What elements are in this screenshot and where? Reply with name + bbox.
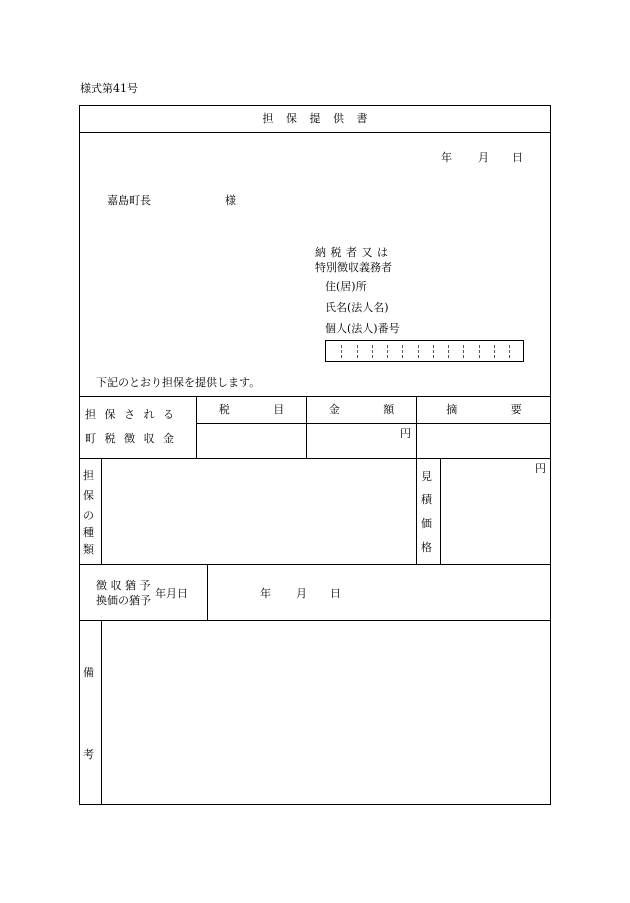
digit-separator [463, 345, 464, 358]
tax-row-label-line2: 町 税 徴 収 金 [85, 432, 174, 445]
statement-text: 下記のとおり担保を提供します。 [96, 376, 261, 389]
taxpayer-label-line2: 特別徴収義務者 [315, 261, 392, 274]
tax-row-label-line1: 担 保 さ れ る [85, 408, 174, 421]
recipient-name: 嘉島町長 [107, 194, 151, 207]
section-divider [79, 564, 551, 565]
date-month-label: 月 [478, 151, 489, 164]
digit-separator [418, 345, 419, 358]
digit-separator [357, 345, 358, 358]
digit-separator [372, 345, 373, 358]
digit-separator [494, 345, 495, 358]
id-number-label: 個人(法人)番号 [325, 322, 400, 335]
digit-separator [341, 345, 342, 358]
deferral-label-line1: 徴 収 猶 予 [96, 579, 151, 592]
id-number-boxes[interactable] [325, 340, 524, 362]
collateral-type-char: 類 [83, 543, 94, 556]
form-title: 担 保 提 供 書 [262, 112, 368, 125]
form-number: 様式第41号 [80, 82, 138, 95]
collateral-type-field[interactable] [102, 459, 416, 564]
date-day-label: 日 [512, 151, 523, 164]
value-unit: 円 [535, 462, 546, 475]
digit-separator [448, 345, 449, 358]
estimated-value-char: 価 [421, 517, 432, 530]
amount-header: 金 額 [328, 403, 395, 416]
estimated-value-char: 積 [421, 493, 432, 506]
remarks-header: 摘 要 [446, 403, 522, 416]
deferral-label-line2: 換価の猶予 [96, 594, 151, 607]
notes-field[interactable] [102, 621, 550, 804]
taxpayer-label-line1: 納 税 者 又 は [315, 246, 388, 259]
collateral-type-char: 種 [83, 526, 94, 539]
remarks-field[interactable] [417, 424, 551, 458]
deferral-label-suffix: 年月日 [155, 587, 188, 600]
notes-label-top: 備 [83, 666, 94, 679]
tax-item-header: 税 目 [218, 403, 285, 416]
digit-separator [479, 345, 480, 358]
collateral-type-char: の [83, 509, 94, 522]
recipient-honorific: 様 [225, 194, 236, 207]
deferral-year-label: 年 [260, 587, 271, 600]
date-year-label: 年 [441, 151, 452, 164]
digit-separator [433, 345, 434, 358]
notes-label-bottom: 考 [83, 748, 94, 761]
digit-separator [509, 345, 510, 358]
section-divider [79, 396, 551, 397]
address-label: 住(居)所 [325, 280, 367, 293]
digit-separator [402, 345, 403, 358]
collateral-type-char: 保 [83, 489, 94, 502]
amount-unit: 円 [400, 427, 411, 440]
deferral-col-divider [207, 564, 208, 620]
collateral-type-char: 担 [83, 469, 94, 482]
digit-separator [387, 345, 388, 358]
name-label: 氏名(法人名) [325, 301, 389, 314]
deferral-month-label: 月 [296, 587, 307, 600]
collateral-col-divider [416, 458, 417, 564]
title-divider [79, 132, 551, 133]
tax-item-field[interactable] [197, 424, 306, 458]
estimated-value-char: 格 [421, 541, 432, 554]
estimated-value-char: 見 [421, 470, 432, 483]
deferral-day-label: 日 [330, 587, 341, 600]
